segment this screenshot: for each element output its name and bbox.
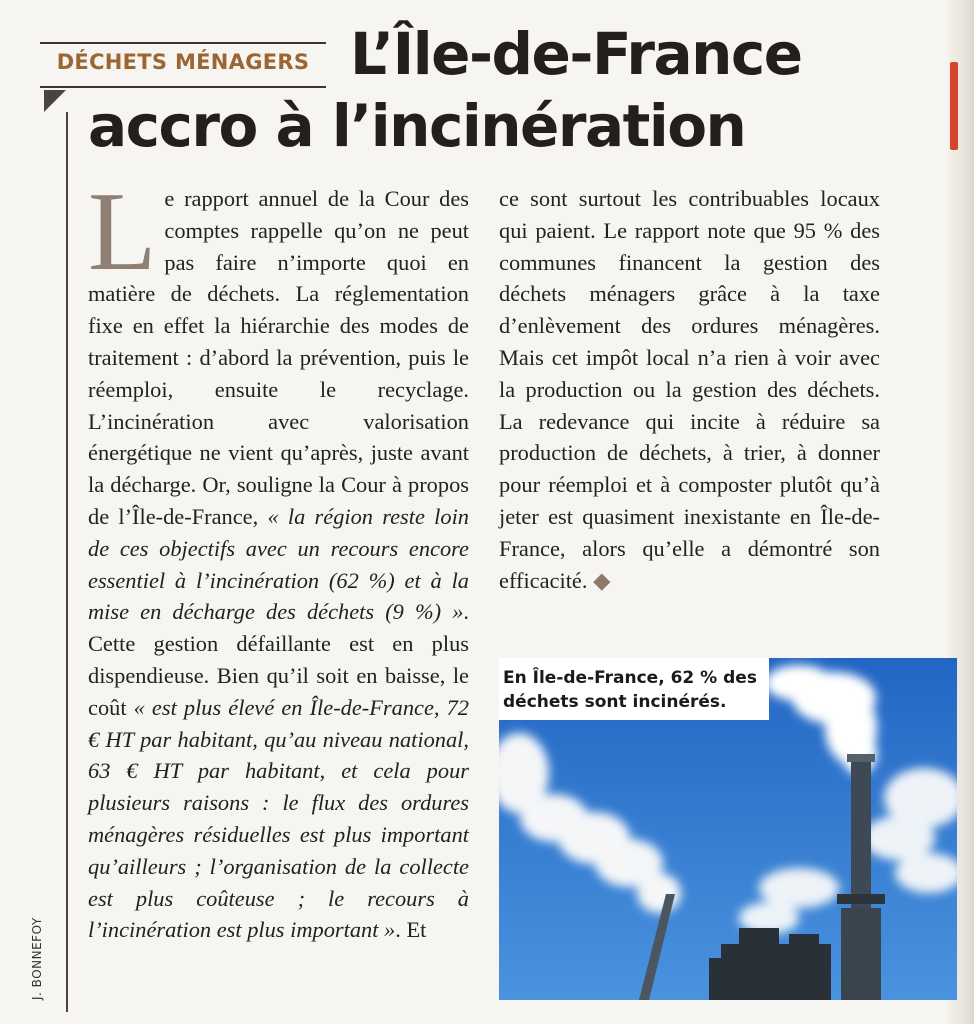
headline-line-1: L’Île-de-France xyxy=(350,20,802,88)
headline-line-2: accro à l’incinération xyxy=(88,92,746,160)
rubric-label: DÉCHETS MÉNAGERS xyxy=(56,50,310,74)
vertical-rule xyxy=(66,112,68,1012)
article-column-right xyxy=(499,183,880,596)
photo-credit: J. BONNEFOY xyxy=(30,917,44,1000)
rubric-corner-tab xyxy=(44,90,66,112)
drop-cap: L xyxy=(88,170,157,294)
paragraph-intro: e rapport annuel de la Cour des comptes rappelle qu’on ne peut pas faire n’importe quoi en matière de déchets. La réglementation fixe en effet la hiérarchie des modes de traitement : d’abord la prévention, puis le réemploi, ensuite le recyclage. L’incinération avec valorisation énergétique ne vient qu’après, juste avant la décharge. Or, souligne la Cour à propos de l’Île-de-France, xyxy=(88,186,469,529)
paragraph-continuation: . Et xyxy=(395,917,427,943)
photo-caption: En Île-de-France, 62 % des déchets sont incinérés. xyxy=(499,658,769,720)
quote-cost-per-inhabitant: « est plus élevé en Île-de-France, 72 € HT par habitant, qu’au niveau national, 63 € HT par habitant, et cela pour plusieurs raisons : le flux des ordures ménagères résiduelles est plus important qu’ailleurs ; l’organisation de la collecte est plus coûteuse ; le recours à l’incinération est plus important » xyxy=(88,694,469,943)
quote-region-objectives: « la région reste loin de ces objectifs avec un recours encore essentiel à l’incinération (62 %) et à la mise en décharge des déchets (9 %) » xyxy=(88,503,469,625)
adjacent-page-red-mark xyxy=(950,62,958,150)
paragraph-taxpayers: ce sont surtout les contribuables locaux qui paient. Le rapport note que 95 % des communes financent la gestion des déchets ménagers grâce à la taxe d’enlèvement des ordures ménagères. Mais cet impôt local n’a rien à voir avec la production ou la gestion des déchets. La redevance qui incite à réduire sa production de déchets, à trier, à donner pour réemploi et à composter plutôt qu’à jeter est quasiment inexistante en Île-de-France, alors qu’elle a démontré son efficacité. xyxy=(499,186,880,593)
article-column-left xyxy=(88,170,469,946)
paragraph-cost: . Cette gestion défaillante est en plus dispendieuse. Bien qu’il soit en baisse, le coût xyxy=(88,599,469,720)
end-mark-icon: ◆ xyxy=(593,567,611,593)
headline xyxy=(88,18,868,162)
